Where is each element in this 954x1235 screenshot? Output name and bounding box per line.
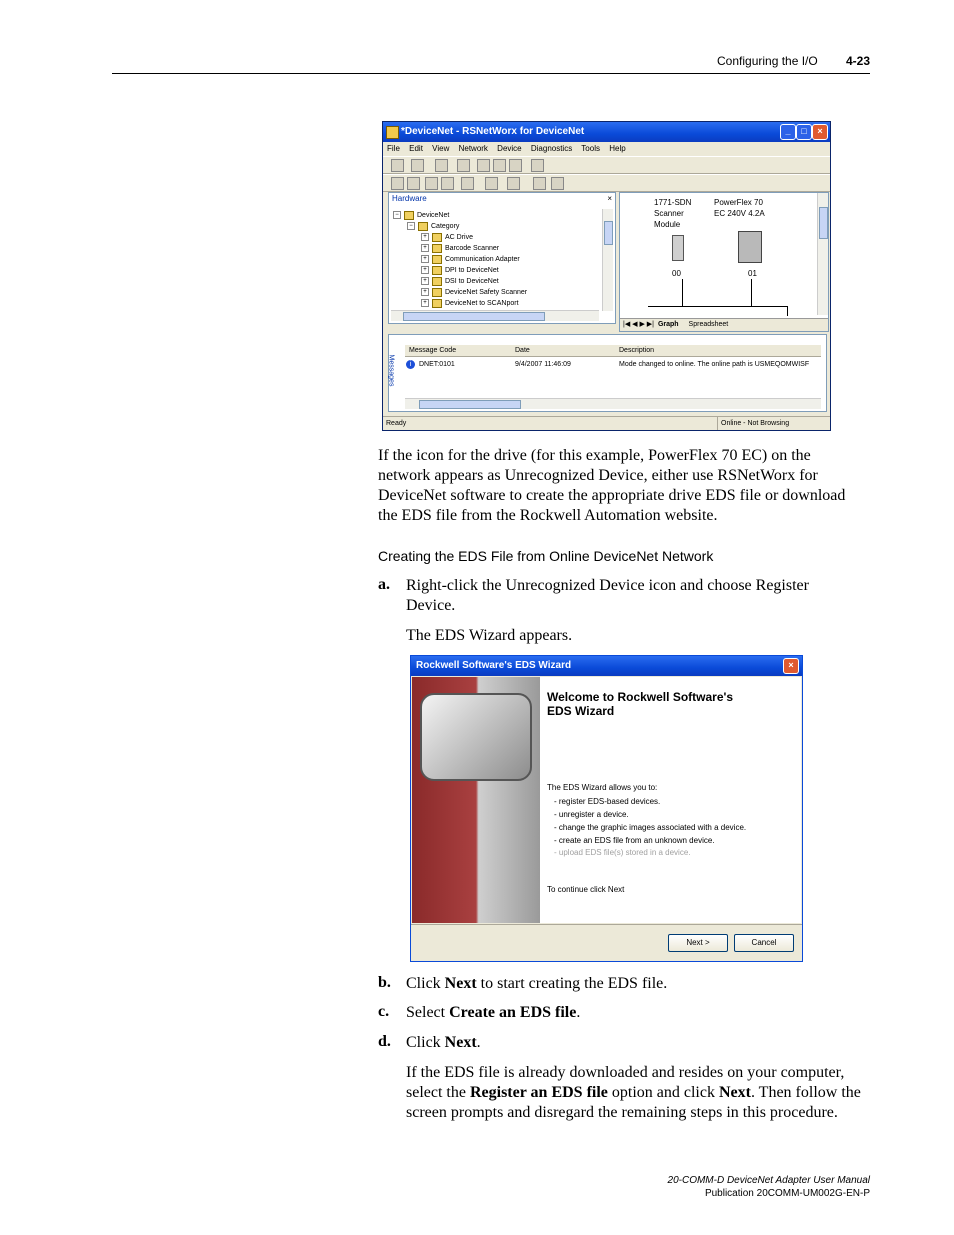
- eds-wizard-titlebar: [411, 656, 802, 676]
- menu-diagnostics[interactable]: Diagnostics: [530, 144, 573, 153]
- close-button[interactable]: ×: [812, 124, 828, 140]
- message-description: Mode changed to online. The online path is USMEQOMWISF: [619, 361, 810, 368]
- tab-spreadsheet[interactable]: Spreadsheet: [688, 321, 729, 328]
- device-name-line: PowerFlex 70: [714, 198, 763, 207]
- next-button[interactable]: Next >: [668, 934, 728, 952]
- device-name-line: Module: [654, 220, 681, 229]
- menu-tools[interactable]: Tools: [581, 144, 600, 153]
- close-button[interactable]: ×: [783, 658, 799, 674]
- hardware-label: Hardware: [392, 194, 427, 203]
- status-online: Online - Not Browsing: [717, 417, 821, 430]
- footer-manual-title: 20-COMM-D DeviceNet Adapter User Manual: [667, 1175, 870, 1186]
- header-rule: [112, 73, 870, 74]
- upload-icon[interactable]: [507, 177, 520, 190]
- device-powerflex-70[interactable]: [714, 197, 814, 281]
- eds-wizard-window: [410, 655, 803, 962]
- section-title: Configuring the I/O: [717, 54, 818, 68]
- menu-file[interactable]: File: [387, 144, 400, 153]
- open-icon[interactable]: [411, 159, 424, 172]
- wizard-appears-text: The EDS Wizard appears.: [406, 627, 573, 644]
- hardware-close-icon[interactable]: ×: [607, 194, 612, 203]
- network-graph-panel: [619, 192, 829, 332]
- step-a-letter: a.: [378, 576, 390, 593]
- drop-line: [682, 279, 683, 306]
- toolbar-2: [383, 174, 830, 192]
- message-code: DNET:0101: [419, 361, 455, 368]
- wizard-separator: [411, 924, 802, 925]
- device-address: 00: [672, 269, 681, 278]
- table-row[interactable]: [405, 359, 821, 370]
- messages-table: [405, 345, 821, 395]
- window-title: *DeviceNet - RSNetWorx for DeviceNet: [401, 126, 585, 137]
- column-header[interactable]: Description: [619, 347, 655, 354]
- cancel-button[interactable]: Cancel: [734, 934, 794, 952]
- zoom-out-icon[interactable]: [407, 177, 420, 190]
- eds-wizard-title: Rockwell Software's EDS Wizard: [416, 660, 572, 671]
- status-ready: Ready: [386, 420, 407, 427]
- step-a-text: Right-click the Unrecognized Device icon and choose Register Device.: [406, 577, 809, 614]
- section-subheading: Creating the EDS File from Online DeviceNet Network: [378, 548, 714, 564]
- step-c-text: Select Create an EDS file.: [406, 1004, 581, 1021]
- print-icon[interactable]: [457, 159, 470, 172]
- tree-horizontal-scrollbar[interactable]: [391, 310, 599, 321]
- wizard-bullet: - unregister a device.: [554, 810, 629, 819]
- online-icon[interactable]: [485, 177, 498, 190]
- drop-line: [787, 306, 788, 316]
- toolbar-1: [383, 156, 830, 174]
- intro-paragraph: If the icon for the drive (for this example, PowerFlex 70 EC) on the network appears as Unrecognized Device, either use RSNetWorx for DeviceNet software to create the appropriate drive EDS file or download the EDS file from the Rockwell Automation website.: [378, 447, 846, 524]
- step-d-text: Click Next.: [406, 1034, 481, 1051]
- tree-item-communication-adapter[interactable]: + Communication Adapter: [421, 254, 520, 265]
- menu-bar: [383, 142, 830, 156]
- step-b-letter: b.: [378, 974, 391, 991]
- step-b-text: Click Next to start creating the EDS file.: [406, 975, 668, 992]
- new-icon[interactable]: [391, 159, 404, 172]
- device-address: 01: [748, 269, 757, 278]
- tree-view-icon[interactable]: [425, 177, 438, 190]
- wizard-intro: The EDS Wizard allows you to:: [547, 783, 658, 792]
- messages-side-label: Messages: [387, 354, 395, 387]
- scanner-module-icon: [672, 235, 684, 261]
- list-view-icon[interactable]: [441, 177, 454, 190]
- menu-help[interactable]: Help: [609, 144, 626, 153]
- app-icon: [386, 126, 399, 139]
- cut-icon[interactable]: [477, 159, 490, 172]
- tree-item-barcode-scanner[interactable]: + Barcode Scanner: [421, 243, 499, 254]
- save-icon[interactable]: [435, 159, 448, 172]
- graph-vertical-scrollbar[interactable]: [817, 193, 828, 315]
- tree-item-category[interactable]: − Category: [407, 221, 459, 232]
- info-icon: i: [406, 360, 415, 369]
- menu-network[interactable]: Network: [458, 144, 488, 153]
- pointer-icon[interactable]: [531, 159, 544, 172]
- scanner-icon[interactable]: [551, 177, 564, 190]
- step-c-letter: c.: [378, 1003, 390, 1020]
- copy-icon[interactable]: [493, 159, 506, 172]
- messages-panel: [388, 334, 827, 412]
- step-d-letter: d.: [378, 1033, 391, 1050]
- wizard-hand-graphic: [420, 693, 532, 781]
- tree-item-dpi-to-devicenet[interactable]: + DPI to DeviceNet: [421, 265, 499, 276]
- powerflex-drive-icon: [738, 231, 762, 263]
- wizard-continue-text: To continue click Next: [547, 885, 625, 894]
- page-header: [0, 52, 954, 72]
- device-1771-sdn[interactable]: [654, 197, 714, 281]
- tab-nav-arrows[interactable]: |◀ ◀ ▶ ▶|: [623, 321, 655, 328]
- graph-tabs: [620, 318, 828, 331]
- wizard-bullet: - create an EDS file from an unknown device.: [554, 836, 715, 845]
- column-header[interactable]: Date: [515, 347, 530, 354]
- menu-edit[interactable]: Edit: [409, 144, 423, 153]
- rsnetworx-window: [382, 121, 831, 431]
- wizard-bullet-disabled: - upload EDS file(s) stored in a device.: [554, 848, 691, 857]
- wizard-content: [540, 677, 801, 923]
- device-name-line: EC 240V 4.2A: [714, 209, 765, 218]
- messages-horizontal-scrollbar[interactable]: [405, 398, 821, 409]
- wizard-banner-image: [412, 677, 540, 923]
- register-note-paragraph: If the EDS file is already downloaded and resides on your computer, select the Register an EDS file option and click Next. Then follow the screen prompts and disregard the remaining steps in this procedure.: [406, 1064, 861, 1121]
- properties-icon[interactable]: [461, 177, 474, 190]
- graph-icon[interactable]: [533, 177, 546, 190]
- footer-publication: Publication 20COMM-UM002G-EN-P: [704, 1188, 870, 1199]
- menu-device[interactable]: Device: [497, 144, 522, 153]
- tree-vertical-scrollbar[interactable]: [602, 209, 613, 311]
- network-trunk-line: [648, 306, 788, 307]
- column-header[interactable]: Message Code: [409, 347, 457, 354]
- page-number: 4-23: [846, 54, 871, 68]
- wizard-heading: Welcome to Rockwell Software's EDS Wizard: [547, 690, 734, 718]
- device-name-line: Scanner: [654, 209, 684, 218]
- tree-item-devicenet[interactable]: − DeviceNet: [393, 210, 449, 221]
- menu-view[interactable]: View: [432, 144, 450, 153]
- message-date: 9/4/2007 11:46:09: [515, 361, 571, 368]
- tree-item-devicenet-to-scanport[interactable]: + DeviceNet to SCANport: [421, 298, 519, 309]
- zoom-icon[interactable]: [391, 177, 404, 190]
- maximize-button[interactable]: □: [796, 124, 812, 140]
- tree-item-dsi-to-devicenet[interactable]: + DSI to DeviceNet: [421, 276, 499, 287]
- status-bar: [383, 416, 830, 430]
- wizard-bullet: - change the graphic images associated with a device.: [554, 823, 747, 832]
- drop-line: [751, 279, 752, 306]
- tree-item-ac-drive[interactable]: + AC Drive: [421, 232, 473, 243]
- minimize-button[interactable]: _: [780, 124, 796, 140]
- rsnetworx-titlebar: [383, 122, 830, 142]
- wizard-bullet: - register EDS-based devices.: [554, 797, 661, 806]
- tab-graph[interactable]: Graph: [657, 321, 679, 328]
- paste-icon[interactable]: [509, 159, 522, 172]
- device-name-line: 1771-SDN: [654, 198, 692, 207]
- tree-item-devicenet-safety-scanner[interactable]: + DeviceNet Safety Scanner: [421, 287, 527, 298]
- hardware-panel: [388, 192, 616, 324]
- messages-header-row: [405, 345, 821, 357]
